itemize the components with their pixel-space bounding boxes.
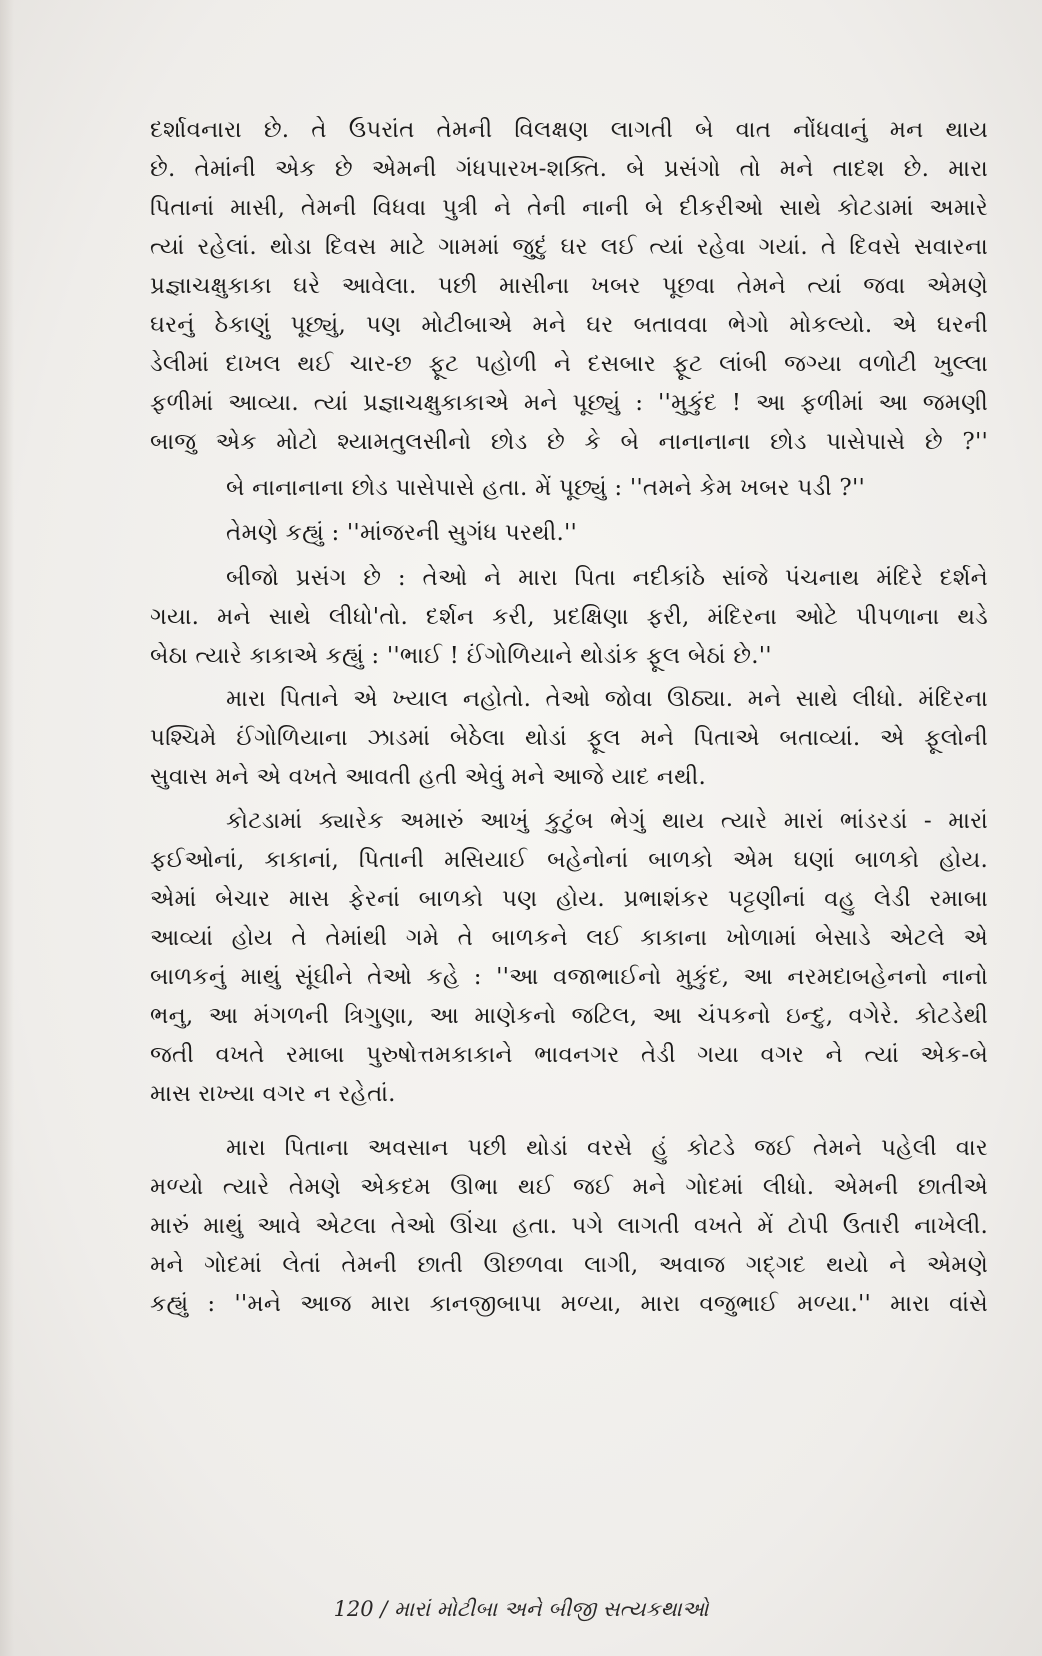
text-line: ત્યાં રહેલાં. થોડા દિવસ માટે ગામમાં જુદું ઘર લઈ ત્યાં રહેવા ગયાં. તે દિવસે સવારના — [150, 234, 988, 260]
text-line: ઘરનું ઠેકાણું પૂછ્યું, પણ મોટીબાએ મને ઘર બતાવવા ભેગો મોકલ્યો. એ ઘરની — [150, 312, 988, 338]
text-line: દર્શાવનારા છે. તે ઉપરાંત તેમની વિલક્ષણ લાગતી બે વાત નોંધવાનું મન થાય — [150, 117, 988, 143]
text-line: છે. તેમાંની એક છે એમની ગંધપારખ-શક્તિ. બે પ્રસંગો તો મને તાદશ છે. મારા — [150, 156, 988, 182]
text-line: ગયા. મને સાથે લીધો'તો. દર્શન કરી, પ્રદક્ષિણા ફરી, મંદિરના ઓટે પીપળાના થડે — [150, 604, 988, 630]
page-gutter-shadow — [0, 0, 14, 1656]
text-line: બે નાનાનાના છોડ પાસેપાસે હતા. મેં પૂછ્યું : ''તમને કેમ ખબર પડી ?'' — [226, 475, 865, 501]
text-line: માસ રાખ્યા વગર ન રહેતાં. — [150, 1081, 396, 1107]
text-line: પ્રજ્ઞાચક્ષુકાકા ઘરે આવેલા. પછી માસીના ખબર પૂછવા તેમને ત્યાં જવા એમણે — [150, 273, 988, 299]
text-line: તેમણે કહ્યું : ''માંજરની સુગંધ પરથી.'' — [226, 520, 578, 546]
text-line: મળ્યો ત્યારે તેમણે એકદમ ઊભા થઈ જઈ મને ગોદમાં લીધો. એમની છાતીએ — [150, 1174, 988, 1200]
text-line: પિતાનાં માસી, તેમની વિધવા પુત્રી ને તેની નાની બે દીકરીઓ સાથે કોટડામાં અમારે — [150, 195, 988, 221]
text-line: કોટડામાં ક્યારેક અમારું આખું કુટુંબ ભેગું થાય ત્યારે મારાં ભાંડરડાં - મારાં — [226, 808, 988, 834]
text-line: બાજુ એક મોટો શ્યામતુલસીનો છોડ છે કે બે નાનાનાના છોડ પાસેપાસે છે ?'' — [150, 429, 988, 455]
text-line: એમાં બેચાર માસ ફેરનાં બાળકો પણ હોય. પ્રભાશંકર પટ્ટણીનાં વહુ લેડી રમાબા — [150, 886, 988, 912]
text-line: મને ગોદમાં લેતાં તેમની છાતી ઊછળવા લાગી, અવાજ ગદ્ગદ થયો ને એમણે — [150, 1252, 988, 1278]
text-line: મારું માથું આવે એટલા તેઓ ઊંચા હતા. પગે લાગતી વખતે મેં ટોપી ઉતારી નાખેલી. — [150, 1213, 988, 1239]
text-line: મારા પિતાના અવસાન પછી થોડાં વરસે હું કોટડે જઈ તેમને પહેલી વાર — [226, 1135, 988, 1161]
text-line: જતી વખતે રમાબા પુરુષોત્તમકાકાને ભાવનગર તેડી ગયા વગર ને ત્યાં એક-બે — [150, 1042, 988, 1068]
text-line: ભનુ, આ મંગળની ત્રિગુણા, આ માણેકનો જટિલ, આ ચંપકનો ઇન્દુ, વગેરે. કોટડેથી — [150, 1003, 988, 1029]
text-line: બેઠા ત્યારે કાકાએ કહ્યું : ''ભાઈ ! ઈંગોળિયાને થોડાંક ફૂલ બેઠાં છે.'' — [150, 643, 772, 669]
page-footer: 120 / મારાં મોટીબા અને બીજી સત્યકથાઓ — [333, 1597, 709, 1621]
text-line: કહ્યું : ''મને આજ મારા કાનજીબાપા મળ્યા, મારા વજુભાઈ મળ્યા.'' મારા વાંસે — [150, 1291, 988, 1317]
text-line: ડેલીમાં દાખલ થઈ ચાર-છ ફૂટ પહોળી ને દસબાર ફૂટ લાંબી જગ્યા વળોટી ખુલ્લા — [150, 351, 988, 377]
text-line: આવ્યાં હોય તે તેમાંથી ગમે તે બાળકને લઈ કાકાના ખોળામાં બેસાડે એટલે એ — [150, 925, 988, 951]
text-line: ફળીમાં આવ્યા. ત્યાં પ્રજ્ઞાચક્ષુકાકાએ મને પૂછ્યું : ''મુકુંદ ! આ ફળીમાં આ જમણી — [150, 390, 988, 416]
text-line: ફઈઓનાં, કાકાનાં, પિતાની મસિયાઈ બહેનોનાં બાળકો એમ ઘણાં બાળકો હોય. — [150, 847, 988, 873]
text-line: પશ્ચિમે ઈંગોળિયાના ઝાડમાં બેઠેલા થોડાં ફૂલ મને પિતાએ બતાવ્યાં. એ ફૂલોની — [150, 725, 988, 751]
text-line: મારા પિતાને એ ખ્યાલ નહોતો. તેઓ જોવા ઊઠ્યા. મને સાથે લીધો. મંદિરના — [226, 686, 988, 712]
text-line: બીજો પ્રસંગ છે : તેઓ ને મારા પિતા નદીકાંઠે સાંજે પંચનાથ મંદિરે દર્શને — [226, 565, 988, 591]
text-line: બાળકનું માથું સૂંઘીને તેઓ કહે : ''આ વજાભાઈનો મુકુંદ, આ નરમદાબહેનનો નાનો — [150, 964, 988, 990]
text-line: સુવાસ મને એ વખતે આવતી હતી એવું મને આજે યાદ નથી. — [150, 764, 707, 790]
